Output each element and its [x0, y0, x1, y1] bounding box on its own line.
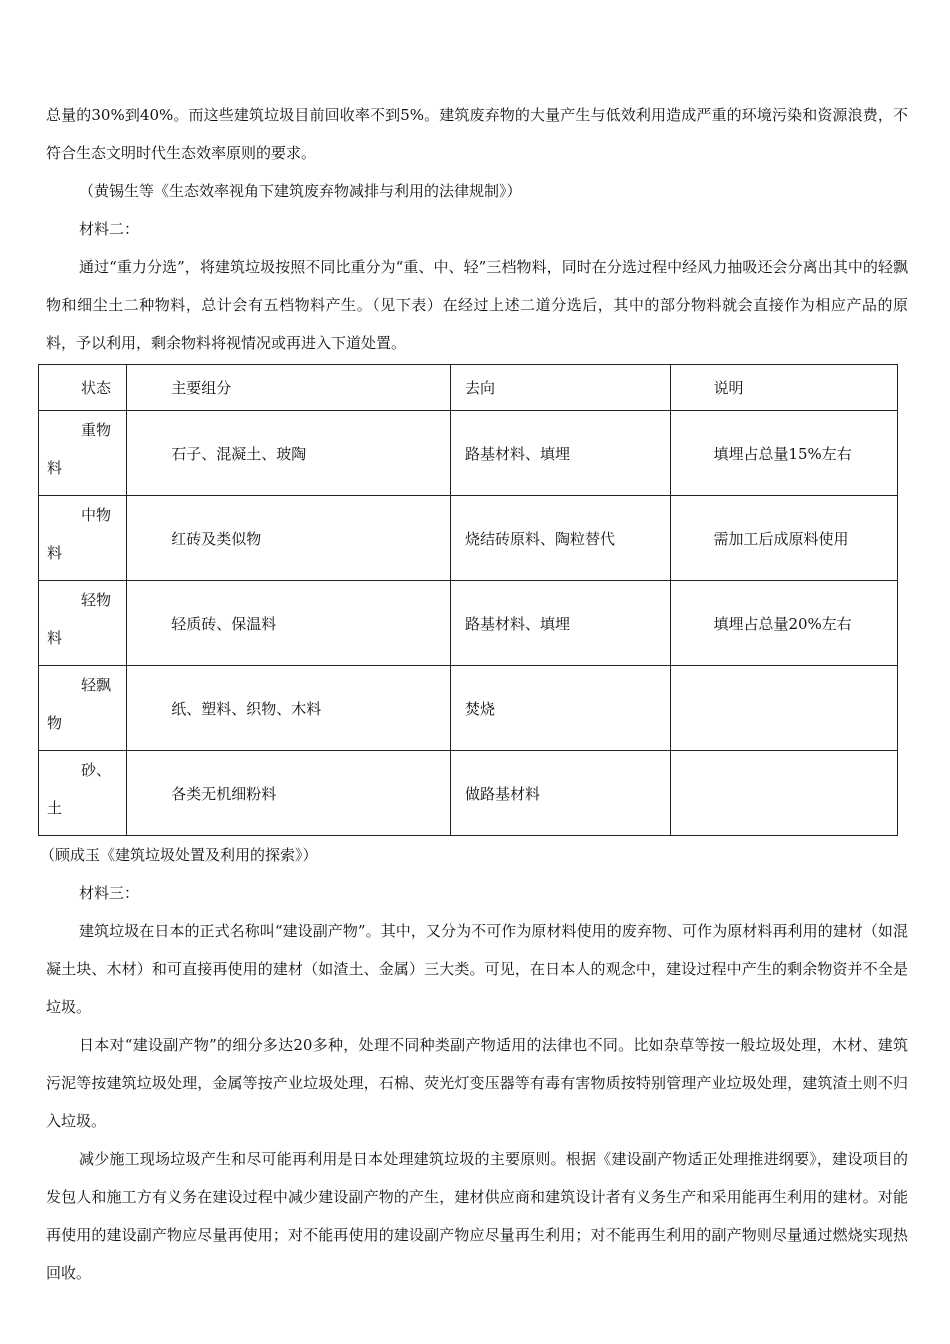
material2-paragraph: 通过“重力分选”，将建筑垃圾按照不同比重分为“重、中、轻”三档物料，同时在分选过程中经风力抽吸还会分离出其中的轻飘物和细尘土二种物料，总计会有五档物料产生。（见下表）在经过上述二道分选后，其中的部分物料就会直接作为相应产品的原料，予以利用，剩余物料将视情况或再进入下道处置。 [46, 258, 908, 352]
materials-table [38, 364, 898, 836]
table-row [39, 411, 898, 496]
table-row [39, 751, 898, 836]
state-line2: 料 [47, 459, 63, 477]
state-line1: 中物 [81, 506, 112, 524]
state-line1: 轻物 [81, 591, 112, 609]
state-line2: 物 [47, 714, 63, 732]
destination-cell: 烧结砖原料、陶粒替代 [450, 496, 671, 581]
state-cell [39, 581, 127, 666]
destination-cell: 路基材料、填埋 [450, 581, 671, 666]
material3-heading: 材料三： [79, 884, 140, 902]
state-line1: 砂、 [81, 761, 112, 779]
state-line2: 土 [47, 799, 63, 817]
note-cell: 填埋占总量20%左右 [671, 581, 898, 666]
state-cell [39, 496, 127, 581]
components-cell: 轻质砖、保温料 [127, 581, 451, 666]
destination-cell: 焚烧 [450, 666, 671, 751]
components-cell: 纸、塑料、织物、木料 [127, 666, 451, 751]
citation-huang: （黄锡生等《生态效率视角下建筑废弃物减排与利用的法律规制》） [79, 182, 522, 200]
components-cell: 各类无机细粉料 [127, 751, 451, 836]
note-cell: 需加工后成原料使用 [671, 496, 898, 581]
note-cell [671, 666, 898, 751]
state-line1: 轻飘 [81, 676, 112, 694]
header-state: 状态 [39, 365, 127, 411]
destination-cell: 做路基材料 [450, 751, 671, 836]
header-destination: 去向 [450, 365, 671, 411]
header-components: 主要组分 [127, 365, 451, 411]
citation-gu: （顾成玉《建筑垃圾处置及利用的探索》） [40, 846, 318, 864]
state-cell [39, 751, 127, 836]
note-cell: 填埋占总量15%左右 [671, 411, 898, 496]
state-line2: 料 [47, 629, 63, 647]
header-note: 说明 [671, 365, 898, 411]
state-cell [39, 411, 127, 496]
table-row [39, 496, 898, 581]
state-line2: 料 [47, 544, 63, 562]
document-page [40, 96, 908, 1292]
material2-heading: 材料二： [79, 220, 140, 238]
components-cell: 红砖及类似物 [127, 496, 451, 581]
destination-cell: 路基材料、填埋 [450, 411, 671, 496]
table-header-row [39, 365, 898, 411]
state-line1: 重物 [81, 421, 112, 439]
state-cell [39, 666, 127, 751]
material3-paragraph: 日本对“建设副产物”的细分多达20多种，处理不同种类副产物适用的法律也不同。比如杂草等按一般垃圾处理，木材、建筑污泥等按建筑垃圾处理，金属等按产业垃圾处理，石棉、荧光灯变压器等有毒有害物质按特别管理产业垃圾处理，建筑渣土则不归入垃圾。 [46, 1036, 908, 1130]
note-cell [671, 751, 898, 836]
paragraph-intro: 总量的30%到40%。而这些建筑垃圾目前回收率不到5%。建筑废弃物的大量产生与低效利用造成严重的环境污染和资源浪费，不符合生态文明时代生态效率原则的要求。 [46, 106, 908, 162]
components-cell: 石子、混凝土、玻陶 [127, 411, 451, 496]
table-row [39, 581, 898, 666]
material3-paragraph: 建筑垃圾在日本的正式名称叫“建设副产物”。其中，又分为不可作为原材料使用的废弃物、可作为原材料再利用的建材（如混凝土块、木材）和可直接再使用的建材（如渣土、金属）三大类。可见，在日本人的观念中，建设过程中产生的剩余物资并不全是垃圾。 [46, 922, 908, 1016]
table-row [39, 666, 898, 751]
material3-paragraph: 减少施工现场垃圾产生和尽可能再利用是日本处理建筑垃圾的主要原则。根据《建设副产物适正处理推进纲要》，建设项目的发包人和施工方有义务在建设过程中减少建设副产物的产生，建材供应商和建筑设计者有义务生产和采用能再生利用的建材。对能再使用的建设副产物应尽量再使用；对不能再使用的建设副产物应尽量再生利用；对不能再生利用的副产物则尽量通过燃烧实现热回收。 [46, 1150, 908, 1282]
